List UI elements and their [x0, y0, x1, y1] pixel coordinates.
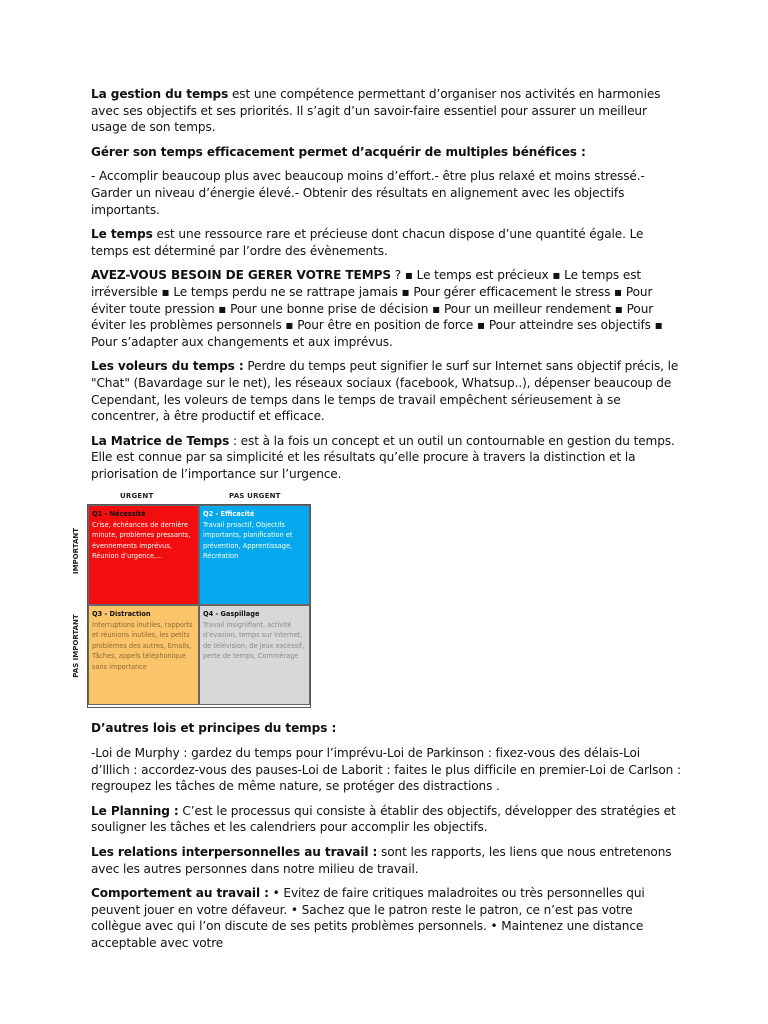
term-le-temps: Le temps	[91, 227, 153, 242]
paragraph-text: ? ▪ Le temps est précieux ▪ Le temps est irréversible ▪ Le temps perdu ne se rattrape jamais ▪ Pour gérer efficacement le stress ▪ Pour éviter toute pression ▪ Pour une bonne prise de décision ▪ Pour un meilleur rendement ▪ Pour éviter les problèmes personnels ▪ Pour être en position de force ▪ Pour atteindre ses objectifs ▪ Pour s’adapter aux changements et aux imprévus.	[91, 268, 663, 349]
paragraph-gestion-du-temps	[91, 86, 681, 136]
term-matrice-de-temps: La Matrice de Temps	[91, 433, 230, 448]
matrix-row-important: IMPORTANT	[72, 528, 80, 575]
quadrant-title: Q2 - Efficacité	[203, 510, 255, 519]
matrix-row-pas-important: PAS IMPORTANT	[72, 614, 80, 679]
paragraph-benefices-heading	[91, 144, 681, 161]
quadrant-body: Travail proactif, Objectifs importants, planification et prévention, Apprentissage, Récréation	[203, 520, 293, 561]
paragraph-autres-lois-heading	[91, 720, 681, 737]
document-page	[72, 86, 681, 960]
paragraph-relations	[91, 844, 681, 877]
heading-besoin-gerer: AVEZ-VOUS BESOIN DE GERER VOTRE TEMPS	[91, 268, 392, 283]
paragraph-text: -Loi de Murphy : gardez du temps pour l’imprévu-Loi de Parkinson : fixez-vous des délais-Loi d’Illich : accordez-vous des pauses-Loi de Laborit : faites le plus difficile en premier-Loi de Carlson : regroupez les tâches de même nature, se protéger des distractions .	[91, 746, 681, 794]
quadrant-title: Q4 - Gaspillage	[203, 610, 260, 619]
term-comportement: Comportement au travail :	[91, 886, 269, 901]
paragraph-matrice-de-temps	[91, 433, 681, 483]
paragraph-planning	[91, 803, 681, 836]
matrix-col-urgent: URGENT	[120, 492, 154, 501]
heading-autres-lois: D’autres lois et principes du temps :	[91, 721, 337, 736]
quadrant-q1-necessite	[88, 505, 199, 605]
matrix-grid	[87, 504, 311, 708]
quadrant-q4-gaspillage	[199, 605, 310, 705]
paragraph-text: sont les rapports, les liens que nous entretenons avec les autres personnes dans notre milieu de travail.	[91, 845, 672, 876]
paragraph-text: : est à la fois un concept et un outil un contournable en gestion du temps. Elle est connue par sa simplicité et les résultats qu’elle procure à travers la distinction et la priorisation de l’importance sur l’urgence.	[91, 433, 675, 481]
matrix-col-pas-urgent: PAS URGENT	[229, 492, 281, 501]
quadrant-body: Travail insignifiant, activité d’évasion, temps sur Internet, de télévision, de jeux excessif, perte de temps, Commérage	[203, 620, 305, 661]
paragraph-comportement	[91, 885, 681, 951]
term-voleurs-du-temps: Les voleurs du temps :	[91, 359, 244, 374]
paragraph-text: C’est le processus qui consiste à établir des objectifs, développer des stratégies et souligner les tâches et les calendriers pour accomplir les objectifs.	[91, 803, 676, 835]
term-planning: Le Planning :	[91, 803, 179, 818]
time-matrix-figure	[67, 492, 307, 710]
quadrant-body: Interruptions inutiles, rapports et réunions inutiles, les petits problèmes des autres, Emails, Tâches, appels téléphonique sans importance	[92, 620, 193, 671]
term-relations: Les relations interpersonnelles au travail :	[91, 845, 378, 860]
quadrant-title: Q1 - Nécessité	[92, 510, 146, 519]
paragraph-text: est une compétence permettant d’organiser nos activités en harmonies avec ses objectifs et ses priorités. Il s’agit d’un savoir-faire essentiel pour assurer un meilleur usage de son temps.	[91, 87, 661, 135]
term-gestion-du-temps: La gestion du temps	[91, 87, 229, 101]
paragraph-text: • Evitez de faire critiques maladroites ou très personnelles qui peuvent jouer en votre défaveur. • Sachez que le patron reste le patron, ce n’est pas votre collègue avec qui l’on discute de ses petits problèmes personnels. • Maintenez une distance acceptable avec votre	[91, 886, 645, 950]
paragraph-benefices-list	[91, 168, 681, 218]
quadrant-q3-distraction	[88, 605, 199, 705]
paragraph-text: Perdre du temps peut signifier le surf sur Internet sans objectif précis, le "Chat" (Bavardage sur le net), les réseaux sociaux (facebook, Whatsup..), dépenser beaucoup de Cependant, les voleurs de temps dans le temps de travail empêchent sérieusement à se concentrer, à être productif et efficace.	[91, 359, 679, 424]
heading-benefices: Gérer son temps efficacement permet d’acquérir de multiples bénéfices :	[91, 144, 586, 159]
paragraph-lois-list	[91, 745, 681, 795]
paragraph-voleurs-du-temps	[91, 358, 681, 424]
paragraph-text: est une ressource rare et précieuse dont chacun dispose d’une quantité égale. Le temps est déterminé par l’ordre des évènements.	[91, 227, 644, 258]
quadrant-title: Q3 - Distraction	[92, 610, 151, 619]
paragraph-le-temps	[91, 226, 681, 259]
paragraph-besoin-gerer	[91, 267, 681, 350]
quadrant-body: Crise, échéances de dernière minute, problèmes pressants, évennements imprévus, Réunion d’urgence,…	[92, 520, 191, 561]
paragraph-text: - Accomplir beaucoup plus avec beaucoup moins d’effort.- être plus relaxé et moins stressé.- Garder un niveau d’énergie élevé.- Obtenir des résultats en alignement avec les objectifs importants.	[91, 169, 645, 217]
quadrant-q2-efficacite	[199, 505, 310, 605]
